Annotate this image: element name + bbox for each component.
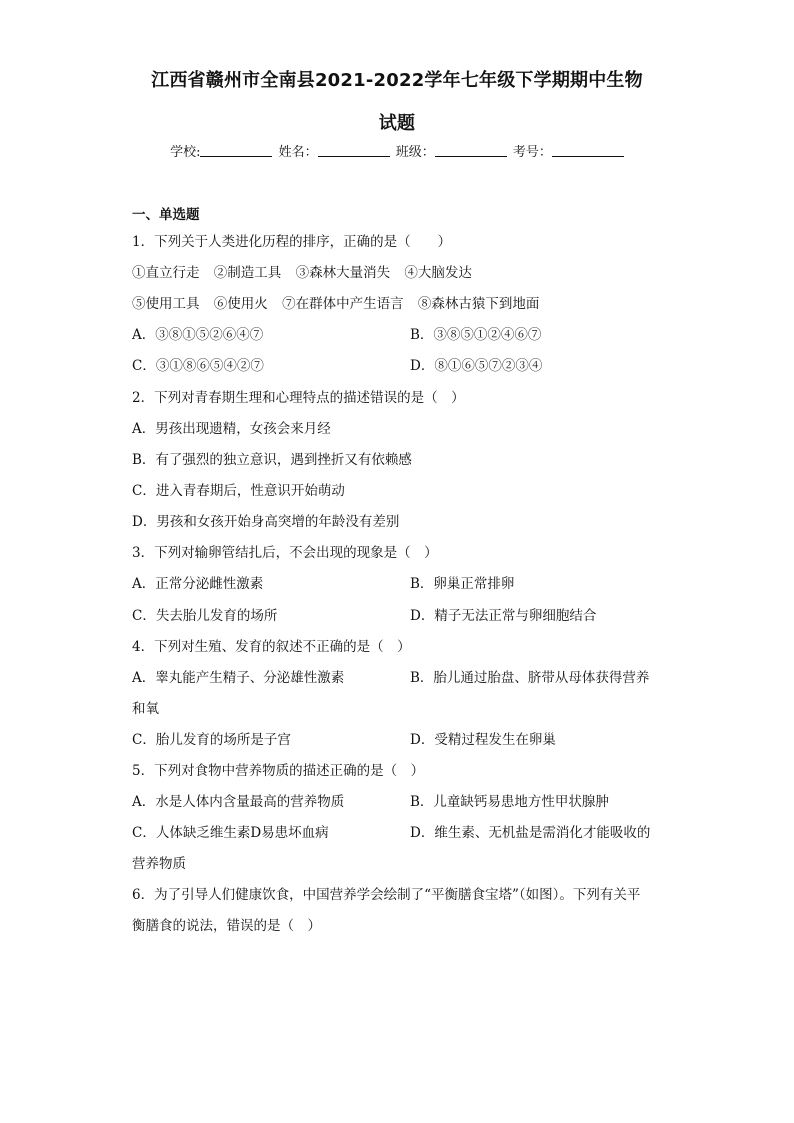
section-title: 一、单选题 bbox=[132, 207, 200, 223]
q1-item: ⑥使用火 bbox=[213, 296, 268, 312]
q1-item: ④大脑发达 bbox=[404, 265, 472, 281]
q4-option-b-continued[interactable]: 和氧 bbox=[132, 701, 159, 717]
q1-item: ⑧森林古猿下到地面 bbox=[417, 296, 540, 312]
q2-stem: 2．下列对青春期生理和心理特点的描述错误的是（ ） bbox=[132, 390, 465, 406]
student-info-row bbox=[0, 143, 794, 163]
class-blank[interactable] bbox=[435, 144, 507, 157]
q1-items-row1 bbox=[132, 263, 472, 283]
q1-items-row2 bbox=[132, 294, 539, 314]
q3-option-c[interactable]: C．失去胎儿发育的场所 bbox=[132, 608, 278, 624]
q1-item: ②制造工具 bbox=[213, 265, 282, 281]
q3-option-d[interactable]: D．精子无法正常与卵细胞结合 bbox=[410, 608, 597, 624]
q1-item: ⑦在群体中产生语言 bbox=[282, 296, 404, 312]
q1-option-d[interactable]: D．⑧①⑥⑤⑦②③④ bbox=[410, 358, 543, 374]
q5-option-d-continued[interactable]: 营养物质 bbox=[132, 856, 186, 872]
q1-stem: 1．下列关于人类进化历程的排序，正确的是（ ） bbox=[132, 234, 452, 250]
q2-option-b[interactable]: B．有了强烈的独立意识，遇到挫折又有依赖感 bbox=[132, 452, 412, 468]
q2-option-a[interactable]: A．男孩出现遗精，女孩会来月经 bbox=[132, 421, 331, 437]
q2-option-d[interactable]: D．男孩和女孩开始身高突增的年龄没有差别 bbox=[132, 514, 400, 530]
exam-title-line2: 试题 bbox=[378, 113, 416, 134]
q3-option-b[interactable]: B．卵巢正常排卵 bbox=[410, 576, 515, 592]
q5-option-c[interactable]: C．人体缺乏维生素D易患坏血病 bbox=[132, 825, 329, 841]
name-blank[interactable] bbox=[318, 144, 390, 157]
q4-stem: 4．下列对生殖、发育的叙述不正确的是（ ） bbox=[132, 639, 411, 655]
q6-stem-line2: 衡膳食的说法，错误的是（ ） bbox=[132, 918, 321, 934]
q1-option-a[interactable]: A．③⑧①⑤②⑥④⑦ bbox=[132, 327, 264, 343]
q4-option-a[interactable]: A．睾丸能产生精子、分泌雄性激素 bbox=[132, 670, 345, 686]
id-blank[interactable] bbox=[552, 144, 624, 157]
q5-option-a[interactable]: A．水是人体内含量最高的营养物质 bbox=[132, 794, 345, 810]
id-label: 考号： bbox=[512, 145, 552, 160]
q1-option-c[interactable]: C．③①⑧⑥⑤④②⑦ bbox=[132, 358, 264, 374]
q5-stem: 5．下列对食物中营养物质的描述正确的是（ ） bbox=[132, 763, 425, 779]
q1-option-b[interactable]: B．③⑧⑤①②④⑥⑦ bbox=[410, 327, 542, 343]
q1-item: ⑤使用工具 bbox=[132, 296, 200, 312]
q4-option-d[interactable]: D．受精过程发生在卵巢 bbox=[410, 732, 556, 748]
class-label: 班级： bbox=[395, 145, 435, 160]
q5-option-b[interactable]: B．儿童缺钙易患地方性甲状腺肿 bbox=[410, 794, 609, 810]
q5-option-d[interactable]: D．维生素、无机盐是需消化才能吸收的 bbox=[410, 825, 651, 841]
q2-option-c[interactable]: C．进入青春期后，性意识开始萌动 bbox=[132, 483, 345, 499]
q1-item: ③森林大量消失 bbox=[295, 265, 391, 281]
school-label: 学校: bbox=[170, 145, 201, 160]
q6-stem-line1: 6．为了引导人们健康饮食，中国营养学会绘制了“平衡膳食宝塔”（如图）。下列有关平 bbox=[132, 887, 641, 903]
q3-option-a[interactable]: A．正常分泌雌性激素 bbox=[132, 576, 264, 592]
q3-stem: 3．下列对输卵管结扎后，不会出现的现象是（ ） bbox=[132, 545, 438, 561]
exam-title-line1: 江西省赣州市全南县2021-2022学年七年级下学期期中生物 bbox=[151, 70, 643, 91]
q1-item: ①直立行走 bbox=[132, 265, 200, 281]
school-blank[interactable] bbox=[200, 144, 272, 157]
name-label: 姓名： bbox=[278, 145, 318, 160]
q4-option-b[interactable]: B．胎儿通过胎盘、脐带从母体获得营养 bbox=[410, 670, 650, 686]
q4-option-c[interactable]: C．胎儿发育的场所是子宫 bbox=[132, 732, 291, 748]
